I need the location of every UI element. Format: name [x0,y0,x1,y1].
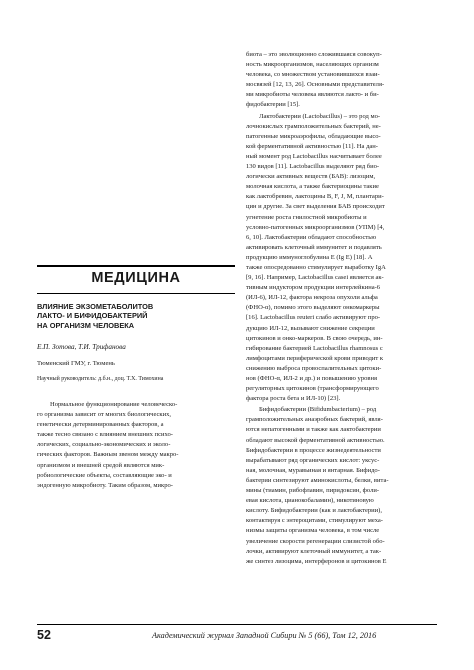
text-line: (ФНО-α), помимо этого выделяют онкомаркеры [246,304,380,312]
article-title-line: ЛАКТО- И БИФИДОБАКТЕРИЙ [37,311,148,321]
text-line: молочная кислота, а также бактериоцины такие [246,183,379,191]
text-line: патогенные микроаэрофилы, обладающие высо- [246,132,381,140]
text-line: угнетение роста гнилостной микробиоты и [246,213,367,221]
text-line: ность микроорганизмов, населяющих организм [246,61,379,69]
text-line: логических, социально-экономических и эколо- [37,441,171,449]
text-line: лимфоцитами периферической крови приводит к [246,354,384,362]
text-line: ный момент род Lactobacillus насчитывает более [246,152,382,160]
text-line: лочки, активируют клеточный иммунитет, а так- [246,547,382,555]
left-column-body [37,400,235,491]
page-number: 52 [37,628,51,642]
text-line: кой ферментативной активностью [11]. На дан- [246,142,378,150]
footer-rule [37,624,437,625]
text-line: также опосредованно стимулирует выработку IgA [246,263,386,271]
text-line: вырабатывают ряд органических кислот: уксус- [246,456,380,464]
body-paragraph [246,405,436,567]
text-line: активировать клеточный иммунитет и подавлять [246,243,382,251]
text-line: увеличение скорости регенерации слизистой обо- [246,537,385,545]
text-line: [16]. Lactobacillus reuteri слабо активируют про- [246,314,381,322]
text-line: гибирование бактерией Lactobacillus rhamnosus с [246,344,383,352]
body-paragraph [37,400,235,491]
text-line: мосвязей [12, 13, 26]. Основными представителя- [246,81,385,89]
text-line: как лактобревин, лактоцины B, F, J, M, плантари- [246,193,384,201]
text-line: регуляторных цитокинов (трансформирующего [246,385,379,393]
article-authors: Е.П. Зотова, Т.И. Трифанова [37,343,126,351]
article-title-line: ВЛИЯНИЕ ЭКЗОМЕТАБОЛИТОВ [37,302,154,311]
article-title [37,302,235,330]
text-line: Нормальное функционирование человеческо- [50,401,178,408]
body-paragraph [246,112,436,405]
text-line: цин и другие. За свет выделения БАВ происходит [246,203,385,211]
article-advisor: Научный руководитель: д.б.н., доц. Т.Х. Тимохина [37,376,164,382]
text-line: человека, со множеством установившихся взаи- [246,71,380,79]
text-line: фидобактерии [15]. [246,101,300,109]
text-line: цитокинов и онко-маркеров. В свою очередь, ин- [246,334,383,342]
text-line: го организма зависит от многих биологических, [37,411,172,419]
text-line: мины (тиамин, рибофлавин, пиридоксин, фоли- [246,487,380,495]
text-line: условно-патогенных микроорганизмов (УПМ) [4, [246,223,385,231]
text-line: евая кислота, цианокобаламин), никотиновую [246,497,374,505]
text-line: нов (ФНО-α, ИЛ-2 и др.) и повышению уровня [246,375,377,382]
text-line: же синтез лизоцима, интерферонов и цитокинов E [246,557,387,565]
text-line: логически активных веществ (БАВ): лизоцим, [246,173,376,181]
text-line: грамположительных анаэробных бактерий, явля- [246,416,383,424]
text-line: эндогенную микробиоту. Таким образом, микро- [37,481,173,489]
text-line: генетически детерминированных факторов, а [37,421,164,429]
text-line: [9, 16]. Например, Lactobacillus casei является ак- [246,274,384,282]
article-title-line: НА ОРГАНИЗМ ЧЕЛОВЕКА [37,320,135,330]
journal-footer: Академический журнал Западной Сибири № 5 (66), Том 12, 2016 [152,631,377,640]
text-line: Бифидобактерии (Bifidumbacterium) – род [259,406,377,414]
text-line: робиологические объекты, составляющие эко- и [37,471,172,479]
section-rule-top [37,265,235,267]
text-line: продукцию иммуноглобулина E (Ig E) [18]. А [246,253,373,261]
text-line: кислоту. Бифидобактерии (как и лактобактерии), [246,507,382,515]
article-affiliation: Тюменский ГМУ, г. Тюмень [37,360,115,367]
section-rule-bottom [37,293,235,294]
text-line: ная, молочная, муравьиная и янтарная. Бифидо- [246,466,380,474]
text-line: ми микробиоты человека являются лакто- и би- [246,91,379,99]
text-line: Бифидобактерии в процессе жизнедеятельности [246,446,381,454]
text-line: снижению выброса провоспалительных цитоки- [246,364,382,372]
body-paragraph [246,50,436,111]
text-line: организмом и внешней средой являются мик- [37,461,165,469]
text-line: Лактобактерии (Lactobacillus) – это род мо- [259,112,381,120]
text-line: дукцию ИЛ-12, вызывают снижение секреции [246,324,375,332]
text-line: ются непатогенными и также как лактобактерии [246,426,381,434]
text-line: обладают высокой ферментативной активностью. [246,436,385,444]
text-line: бактерии синтезируют аминокислоты, белки, вита- [246,476,389,484]
text-line: контактируя с энтероцитами, стимулируют меха- [246,517,383,525]
text-line: (ИЛ-6), ИЛ-12, фактора некроза опухоли альфа [246,294,378,302]
text-line: лочнокислых грамположительных бактерий, не- [246,122,381,130]
right-column [246,50,436,568]
text-line: также тесно связано с влиянием внешних психо- [37,431,173,439]
text-line: 130 видов [11]. Lactobacillus выделяют ряд био- [246,163,380,171]
text-line: гических факторов. Важным звеном между макро- [37,451,179,459]
text-line: 6, 10]. Лактобактерии обладают способностью [246,233,377,241]
text-line: низмы защиты организма человека, в том числе [246,527,380,535]
text-line: биота – это эволюционно сложившаяся совокуп- [246,51,382,58]
text-line: фактора роста бета и ИЛ-10) [23]. [246,395,341,403]
text-line: тивным индуктором продукции интерлейкина-6 [246,284,381,292]
section-title: МЕДИЦИНА [91,270,181,286]
